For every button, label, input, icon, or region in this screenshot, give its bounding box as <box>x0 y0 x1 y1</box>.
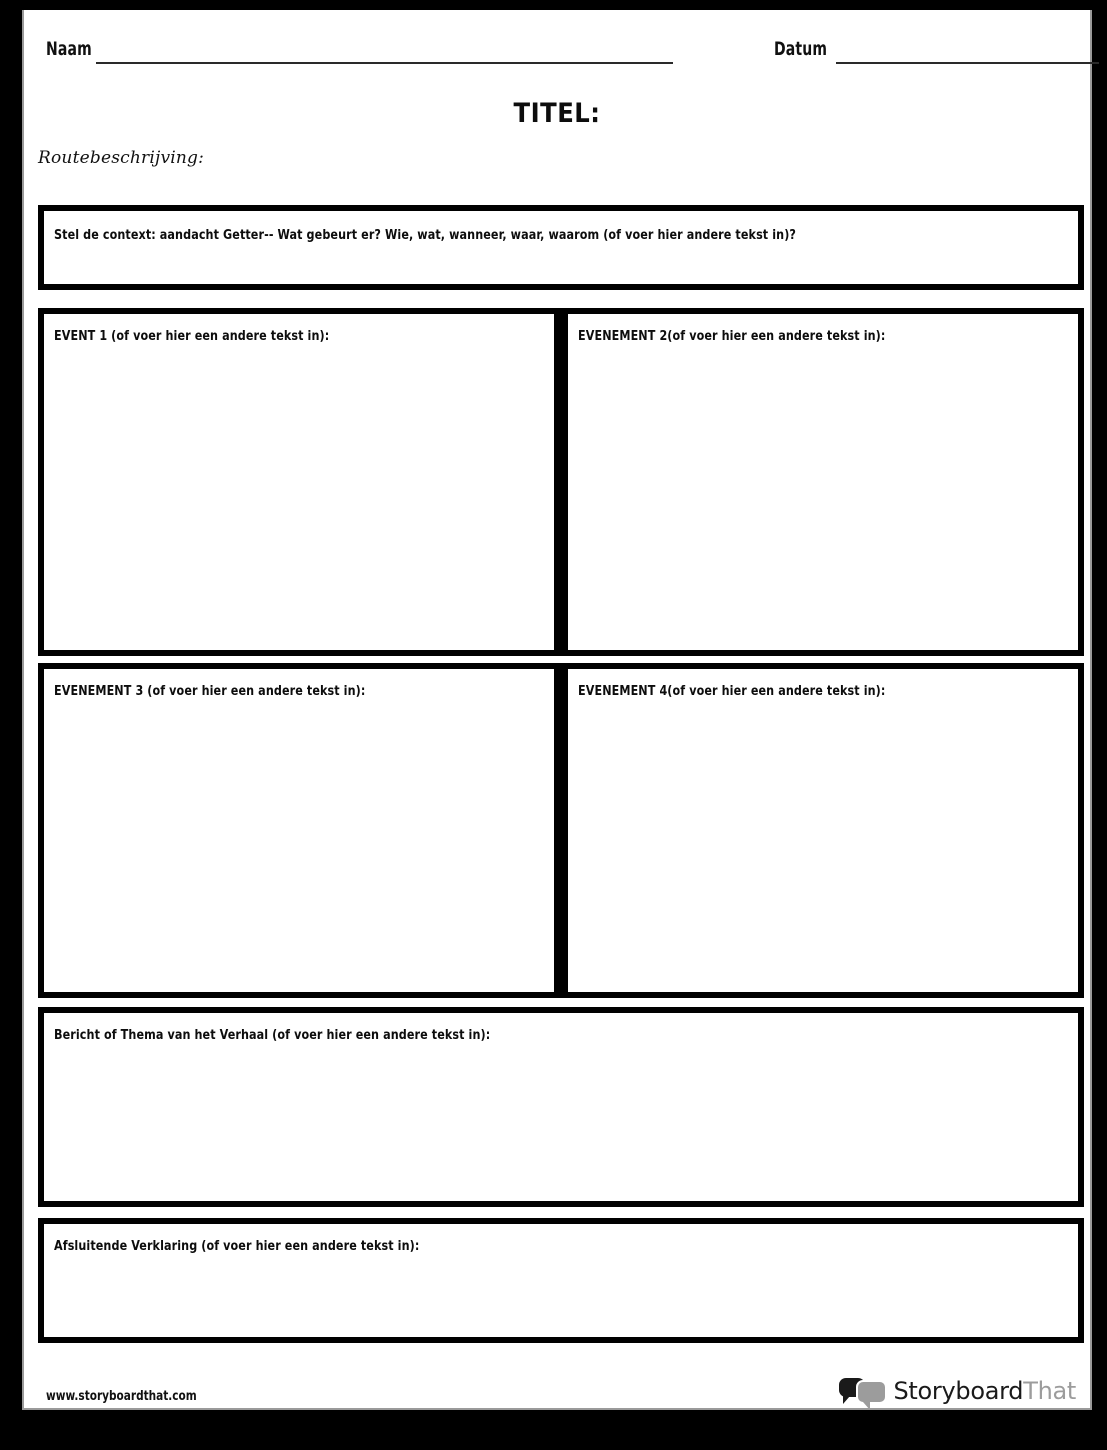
event-cell-4[interactable] <box>567 668 1079 993</box>
event-3-label: EVENEMENT 3 (of voer hier een andere tekst in): <box>54 683 366 699</box>
row-divider <box>555 313 567 651</box>
closing-statement-box[interactable] <box>38 1218 1084 1343</box>
row-divider <box>555 668 567 993</box>
closing-cell[interactable] <box>43 1223 1079 1338</box>
page-title: TITEL: <box>513 98 601 129</box>
speech-bubbles-icon <box>839 1376 885 1406</box>
message-label: Bericht of Thema van het Verhaal (of voer hier een andere tekst in): <box>54 1027 491 1043</box>
closing-label: Afsluitende Verklaring (of voer hier een andere tekst in): <box>54 1238 420 1254</box>
event-cell-1[interactable] <box>43 313 555 651</box>
message-theme-box[interactable] <box>38 1007 1084 1207</box>
date-input-rule[interactable] <box>836 62 1099 64</box>
event-2-label: EVENEMENT 2(of voer hier een andere tekst in): <box>578 328 886 344</box>
storyboardthat-logo <box>839 1376 1076 1406</box>
event-row-1 <box>38 308 1084 656</box>
date-label: Datum <box>774 38 828 60</box>
context-cell[interactable] <box>43 210 1079 285</box>
logo-text <box>893 1377 1076 1405</box>
header-row <box>24 38 1090 74</box>
footer-url[interactable]: www.storyboardthat.com <box>46 1389 197 1404</box>
logo-text-secondary: That <box>1023 1377 1076 1405</box>
worksheet-page <box>22 10 1092 1410</box>
logo-text-primary: Storyboard <box>893 1377 1024 1405</box>
context-box[interactable] <box>38 205 1084 290</box>
message-cell[interactable] <box>43 1012 1079 1202</box>
event-1-label: EVENT 1 (of voer hier een andere tekst in): <box>54 328 330 344</box>
context-label: Stel de context: aandacht Getter-- Wat gebeurt er? Wie, wat, wanneer, waar, waarom (of voer hier andere tekst in)? <box>54 227 796 243</box>
event-row-2 <box>38 663 1084 998</box>
event-cell-2[interactable] <box>567 313 1079 651</box>
speech-bubble-gray-icon <box>856 1380 887 1404</box>
directions-label: Routebeschrijving: <box>38 148 205 168</box>
name-input-rule[interactable] <box>96 62 673 64</box>
event-cell-3[interactable] <box>43 668 555 993</box>
name-label: Naam <box>46 38 92 60</box>
event-4-label: EVENEMENT 4(of voer hier een andere tekst in): <box>578 683 886 699</box>
